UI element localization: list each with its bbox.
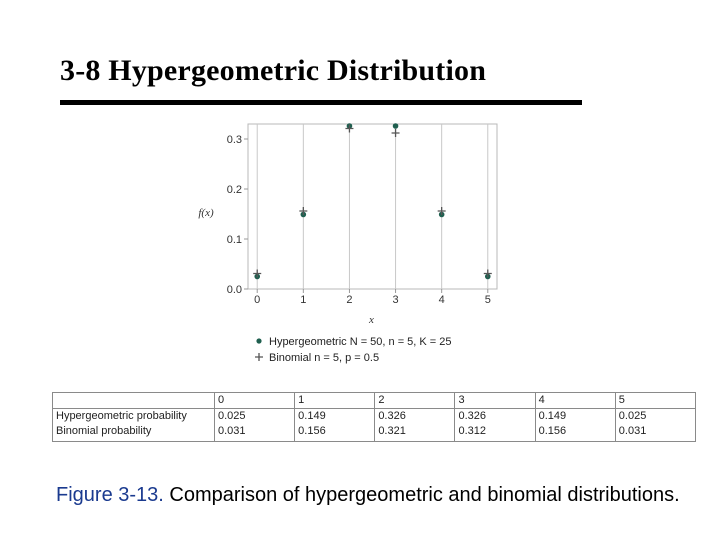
cell-value: 0.031 [218,425,246,437]
cell-value: 0.149 [298,410,326,422]
figure-number: Figure 3-13. [56,484,164,506]
table-header-cell: 5 [615,393,695,409]
table-header-cell: 0 [215,393,295,409]
table-header-cell [53,393,215,409]
table-cell [535,409,615,442]
cell-value: 0.156 [298,425,326,437]
cell-value: 0.025 [218,410,246,422]
cell-value: 0.326 [458,410,486,422]
binomial-point [438,207,446,215]
plot-frame [248,124,497,289]
hypergeometric-point [393,123,399,129]
legend-label: Hypergeometric N = 50, n = 5, K = 25 [269,336,452,348]
row-label: Hypergeometric probability [56,410,187,422]
y-tick-label: 0.0 [226,284,242,296]
x-tick-label: 5 [484,294,491,306]
x-tick-label: 4 [438,294,445,306]
binomial-point [484,270,492,278]
legend-plus-marker [255,353,263,361]
y-axis-title: f(x) [198,207,214,219]
caption-text: Comparison of hypergeometric and binomial distributions. [163,484,680,506]
row-label-cell [53,409,215,442]
table-cell [375,409,455,442]
x-tick-label: 3 [392,294,399,306]
table-header-cell: 3 [455,393,535,409]
y-tick-label: 0.2 [226,184,242,196]
slide-title: 3-8 Hypergeometric Distribution [60,54,487,87]
table-cell [455,409,535,442]
probability-table [52,392,696,442]
table-header-cell: 2 [375,393,455,409]
table-header-row [53,393,696,409]
table-header-cell: 4 [535,393,615,409]
table-cell [615,409,695,442]
legend-dot-marker [256,338,261,343]
cell-value: 0.025 [618,410,647,422]
binomial-point [345,125,353,133]
cell-value: 0.321 [378,425,406,437]
cell-value: 0.156 [538,425,567,437]
table-body-row [53,409,696,442]
x-tick-label: 0 [254,294,261,306]
cell-value: 0.031 [618,425,647,437]
table-header-cell: 1 [295,393,375,409]
cell-value: 0.149 [538,410,567,422]
y-tick-label: 0.3 [226,134,242,146]
x-tick-label: 1 [300,294,307,306]
table-cell [215,409,295,442]
figure-caption [56,481,696,509]
cell-value: 0.326 [378,410,406,422]
binomial-point [299,207,307,215]
row-label: Binomial probability [56,425,152,437]
legend-label: Binomial n = 5, p = 0.5 [269,352,380,364]
x-axis-title: x [369,314,374,326]
binomial-point [253,270,261,278]
x-tick-label: 2 [346,294,353,306]
y-tick-label: 0.1 [226,234,242,246]
cell-value: 0.312 [458,425,486,437]
table-cell [295,409,375,442]
binomial-point [392,129,400,137]
